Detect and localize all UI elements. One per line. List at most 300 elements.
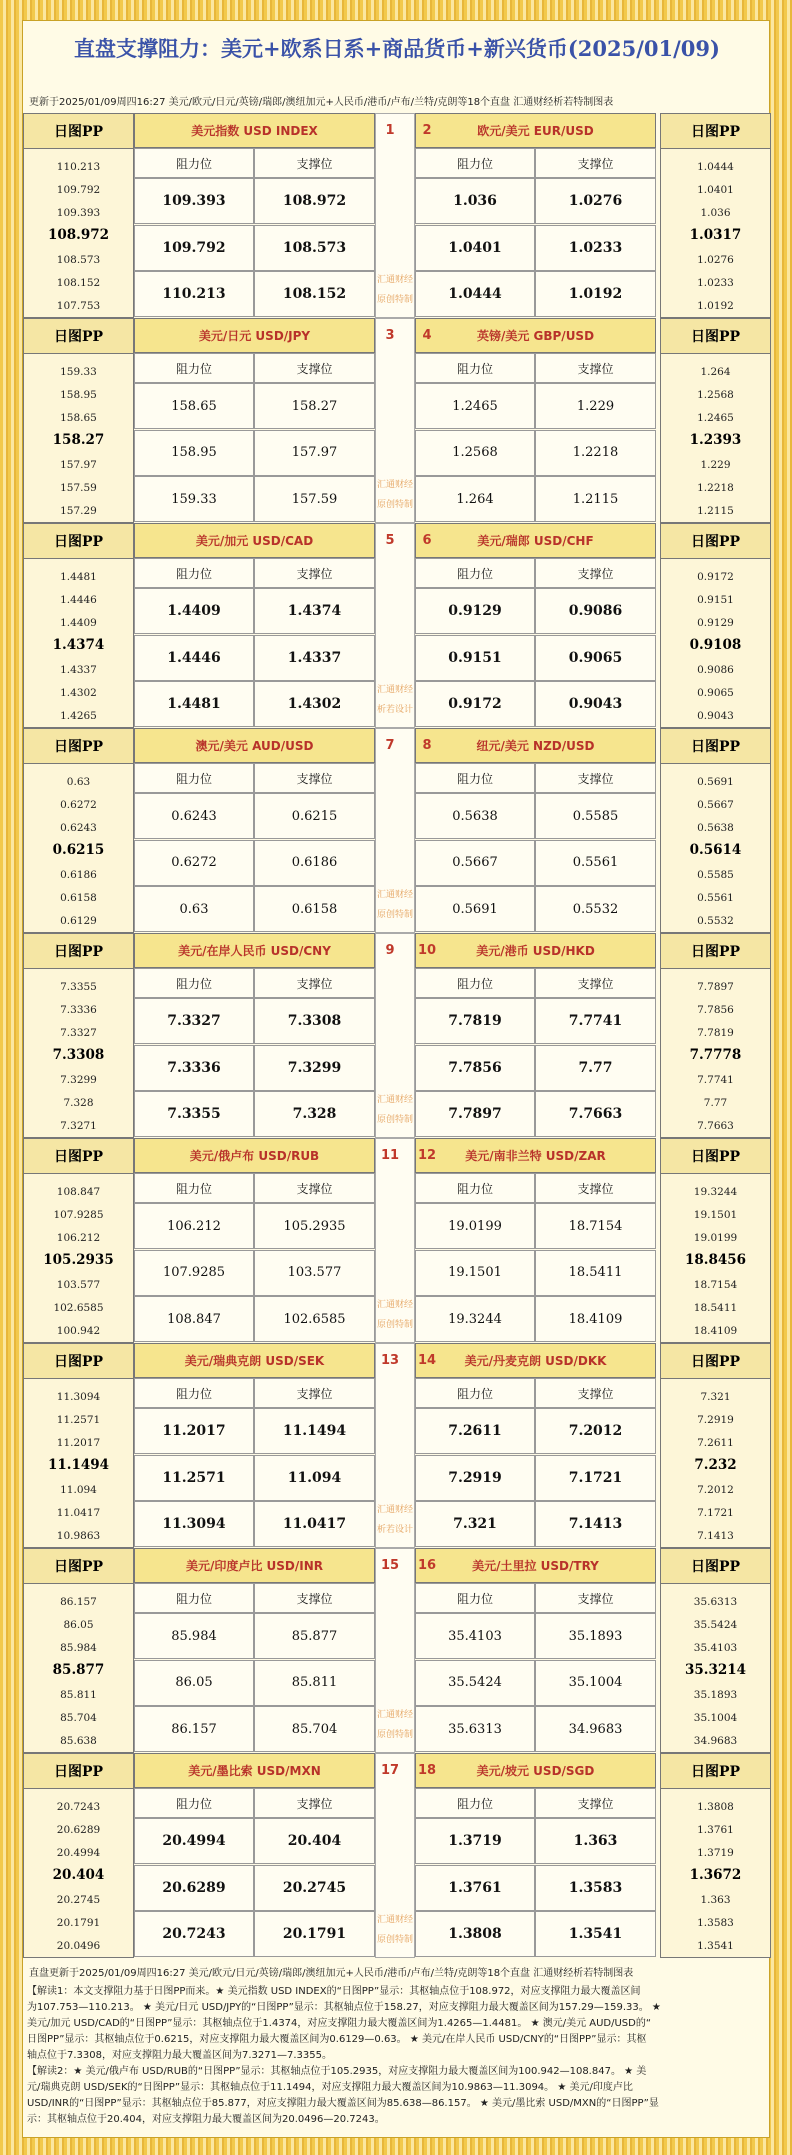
pp-level: 34.9683	[693, 1735, 738, 1747]
resistance-value: 7.2611	[415, 1408, 535, 1454]
pp-level: 86.157	[60, 1596, 97, 1608]
pp-level: 1.363	[700, 1894, 731, 1906]
report-panel	[22, 20, 770, 2138]
resistance-header: 阻力位	[415, 353, 535, 383]
watermark-line-2: 原创特制	[376, 500, 413, 510]
pp-level: 109.393	[56, 207, 101, 219]
pair-block	[23, 1138, 771, 1343]
resistance-value: 1.3719	[415, 1818, 535, 1864]
support-value: 108.573	[254, 225, 375, 271]
left-pair-name: 美元指数 USD INDEX	[134, 113, 375, 148]
support-value: 108.972	[254, 178, 375, 224]
pivot-level: 1.3672	[689, 1867, 742, 1883]
support-value: 7.2012	[535, 1408, 656, 1454]
resistance-header: 阻力位	[415, 1583, 535, 1613]
support-value: 20.1791	[254, 1911, 375, 1957]
daily-pp-header: 日图PP	[661, 114, 770, 149]
resistance-value: 20.6289	[134, 1865, 254, 1911]
right-pair-name: 美元/南非兰特 USD/ZAR	[415, 1138, 656, 1173]
resistance-header: 阻力位	[134, 1173, 254, 1203]
pp-level: 1.3808	[697, 1801, 734, 1813]
watermark-line-1: 汇通财经	[376, 1095, 413, 1105]
right-daily-pp-column	[660, 1343, 771, 1548]
support-value: 1.4374	[254, 588, 375, 634]
pp-level: 102.6585	[53, 1302, 104, 1314]
support-value: 0.5585	[535, 793, 656, 839]
watermark-line-1: 汇通财经	[376, 480, 413, 490]
resistance-value: 1.4446	[134, 635, 254, 681]
resistance-value: 7.3336	[134, 1045, 254, 1091]
resistance-header: 阻力位	[134, 148, 254, 178]
note-line: 轴点位于7.3308，对应支撑阻力最大覆盖区间为7.3271—7.3355。	[27, 2050, 332, 2061]
pp-level: 85.811	[60, 1689, 97, 1701]
resistance-value: 7.7897	[415, 1091, 535, 1137]
pp-level: 35.1893	[693, 1689, 738, 1701]
pp-level: 0.9065	[697, 687, 734, 699]
pp-level: 7.7897	[697, 981, 734, 993]
pp-level: 1.036	[700, 207, 731, 219]
pivot-level: 1.4374	[52, 637, 105, 653]
pivot-level: 1.0317	[689, 227, 742, 243]
watermark-line-1: 汇通财经	[376, 890, 413, 900]
support-header: 支撑位	[254, 1378, 375, 1408]
support-value: 1.229	[535, 383, 656, 429]
left-pair-name: 美元/日元 USD/JPY	[134, 318, 375, 353]
support-value: 7.1413	[535, 1501, 656, 1547]
pp-level: 19.0199	[693, 1232, 738, 1244]
right-pair-name: 美元/丹麦克朗 USD/DKK	[415, 1343, 656, 1378]
resistance-value: 110.213	[134, 271, 254, 317]
support-value: 0.9043	[535, 681, 656, 727]
resistance-value: 11.3094	[134, 1501, 254, 1547]
support-value: 7.3308	[254, 998, 375, 1044]
watermark-line-2: 原创特制	[376, 1935, 413, 1945]
pp-level: 1.3719	[697, 1847, 734, 1859]
resistance-value: 1.3761	[415, 1865, 535, 1911]
resistance-value: 7.3327	[134, 998, 254, 1044]
watermark-line-2: 原创特制	[376, 910, 413, 920]
pp-level: 7.3271	[60, 1120, 97, 1132]
watermark-line-1: 汇通财经	[376, 1505, 413, 1515]
pp-level: 159.33	[60, 366, 97, 378]
resistance-value: 1.4481	[134, 681, 254, 727]
pp-level: 7.77	[703, 1097, 728, 1109]
daily-pp-header: 日图PP	[24, 319, 133, 354]
pp-level: 7.1721	[697, 1507, 734, 1519]
watermark-line-1: 汇通财经	[376, 275, 413, 285]
left-daily-pp-column	[23, 113, 134, 318]
support-header: 支撑位	[535, 1583, 656, 1613]
support-value: 1.0276	[535, 178, 656, 224]
resistance-value: 158.95	[134, 430, 254, 476]
pp-level: 1.4481	[60, 571, 97, 583]
resistance-header: 阻力位	[415, 558, 535, 588]
watermark-line-1: 汇通财经	[376, 685, 413, 695]
pp-level: 18.5411	[693, 1302, 738, 1314]
support-value: 102.6585	[254, 1296, 375, 1342]
pair-number-left: 11	[380, 1148, 400, 1163]
pp-level: 0.6186	[60, 869, 97, 881]
pivot-level: 0.5614	[689, 842, 742, 858]
resistance-value: 7.3355	[134, 1091, 254, 1137]
resistance-value: 0.9129	[415, 588, 535, 634]
daily-pp-header: 日图PP	[661, 1549, 770, 1584]
support-header: 支撑位	[254, 1583, 375, 1613]
left-daily-pp-column	[23, 318, 134, 523]
pp-level: 0.5561	[697, 892, 734, 904]
support-value: 18.7154	[535, 1203, 656, 1249]
right-daily-pp-column	[660, 933, 771, 1138]
pair-block	[23, 1548, 771, 1753]
daily-pp-header: 日图PP	[24, 729, 133, 764]
watermark-line-2: 析若设计	[376, 1525, 413, 1535]
daily-pp-header: 日图PP	[24, 1549, 133, 1584]
right-pair-name: 美元/坡元 USD/SGD	[415, 1753, 656, 1788]
support-value: 7.77	[535, 1045, 656, 1091]
pair-number-right: 12	[417, 1148, 437, 1163]
pp-level: 20.7243	[56, 1801, 101, 1813]
resistance-value: 106.212	[134, 1203, 254, 1249]
resistance-header: 阻力位	[134, 1378, 254, 1408]
resistance-header: 阻力位	[415, 1788, 535, 1818]
support-value: 7.1721	[535, 1455, 656, 1501]
watermark-line-2: 原创特制	[376, 1730, 413, 1740]
pivot-level: 7.3308	[52, 1047, 105, 1063]
pair-number-left: 7	[385, 738, 395, 753]
support-value: 0.5561	[535, 840, 656, 886]
right-daily-pp-column	[660, 1753, 771, 1958]
pair-number-left: 9	[385, 943, 395, 958]
support-header: 支撑位	[535, 148, 656, 178]
pp-level: 110.213	[56, 161, 101, 173]
left-daily-pp-column	[23, 1548, 134, 1753]
pivot-level: 11.1494	[47, 1457, 110, 1473]
pp-level: 103.577	[56, 1279, 101, 1291]
resistance-value: 158.65	[134, 383, 254, 429]
right-daily-pp-column	[660, 1138, 771, 1343]
pp-level: 20.0496	[56, 1940, 101, 1952]
support-header: 支撑位	[254, 353, 375, 383]
pp-level: 0.9043	[697, 710, 734, 722]
pp-level: 0.5585	[697, 869, 734, 881]
left-daily-pp-column	[23, 1343, 134, 1548]
right-daily-pp-column	[660, 728, 771, 933]
pair-number-right: 4	[422, 328, 432, 343]
pp-level: 86.05	[63, 1619, 94, 1631]
pair-number-left: 17	[380, 1763, 400, 1778]
right-daily-pp-column	[660, 523, 771, 728]
resistance-value: 159.33	[134, 476, 254, 522]
support-header: 支撑位	[254, 148, 375, 178]
resistance-value: 1.2465	[415, 383, 535, 429]
resistance-value: 1.4409	[134, 588, 254, 634]
support-header: 支撑位	[254, 558, 375, 588]
pp-level: 1.229	[700, 459, 731, 471]
resistance-value: 1.2568	[415, 430, 535, 476]
pp-level: 11.094	[60, 1484, 97, 1496]
pair-number-right: 10	[417, 943, 437, 958]
left-pair-name: 美元/在岸人民币 USD/CNY	[134, 933, 375, 968]
resistance-value: 7.7819	[415, 998, 535, 1044]
pp-level: 11.2571	[56, 1414, 101, 1426]
pp-level: 7.7663	[697, 1120, 734, 1132]
note-line: 美元/加元 USD/CAD的“日图PP”显示：其枢轴点位于1.4374，对应支撑阻力最大覆盖区间为1.4265—1.4481。 ★ 澳元/美元 AUD/USD的“	[27, 2018, 652, 2029]
support-value: 0.6186	[254, 840, 375, 886]
pair-number-right: 6	[422, 533, 432, 548]
note-line: 元/瑞典克朗 USD/SEK的“日图PP”显示：其枢轴点位于11.1494，对应支撑阻力最大覆盖区间为10.9863—11.3094。 ★ 美元/印度卢比	[27, 2082, 633, 2093]
pp-level: 7.328	[63, 1097, 94, 1109]
pivot-level: 105.2935	[43, 1252, 114, 1268]
pp-level: 20.4994	[56, 1847, 101, 1859]
daily-pp-header: 日图PP	[24, 1139, 133, 1174]
support-header: 支撑位	[535, 968, 656, 998]
pair-block	[23, 728, 771, 933]
resistance-value: 0.63	[134, 886, 254, 932]
watermark-line-1: 汇通财经	[376, 1710, 413, 1720]
pp-level: 7.3355	[60, 981, 97, 993]
resistance-value: 86.05	[134, 1660, 254, 1706]
pp-level: 1.3761	[697, 1824, 734, 1836]
note-line: 【解读2：★ 美元/俄卢布 USD/RUB的“日图PP”显示：其枢轴点位于105.2935，对应支撑阻力最大覆盖区间为100.942—108.847。 ★ 美	[27, 2066, 647, 2077]
support-value: 1.3583	[535, 1865, 656, 1911]
pp-level: 1.4409	[60, 617, 97, 629]
support-value: 0.5532	[535, 886, 656, 932]
pp-level: 1.2115	[697, 505, 734, 517]
pp-level: 1.4337	[60, 664, 97, 676]
resistance-value: 1.0401	[415, 225, 535, 271]
resistance-value: 0.5667	[415, 840, 535, 886]
pp-level: 0.6129	[60, 915, 97, 927]
pair-block	[23, 318, 771, 523]
pp-level: 1.3583	[697, 1917, 734, 1929]
watermark-line-2: 原创特制	[376, 295, 413, 305]
support-value: 0.6158	[254, 886, 375, 932]
support-value: 7.7663	[535, 1091, 656, 1137]
support-value: 1.2115	[535, 476, 656, 522]
daily-pp-header: 日图PP	[661, 319, 770, 354]
support-value: 18.4109	[535, 1296, 656, 1342]
pair-number-right: 8	[422, 738, 432, 753]
pp-level: 1.4446	[60, 594, 97, 606]
pair-number-left: 1	[385, 123, 395, 138]
pair-number-right: 2	[422, 123, 432, 138]
note-line: 为107.753—110.213。 ★ 美元/日元 USD/JPY的“日图PP”显示：其枢轴点位于158.27，对应支撑阻力最大覆盖区间为157.29—159.33。 ★	[27, 2002, 661, 2013]
pp-level: 7.3299	[60, 1074, 97, 1086]
pp-level: 0.9151	[697, 594, 734, 606]
pp-level: 1.0192	[697, 300, 734, 312]
pp-level: 7.2919	[697, 1414, 734, 1426]
support-value: 0.6215	[254, 793, 375, 839]
pivot-level: 7.232	[694, 1457, 737, 1473]
support-value: 7.7741	[535, 998, 656, 1044]
support-value: 35.1893	[535, 1613, 656, 1659]
right-daily-pp-column	[660, 113, 771, 318]
resistance-value: 7.321	[415, 1501, 535, 1547]
pair-block	[23, 1753, 771, 1958]
resistance-value: 19.1501	[415, 1250, 535, 1296]
support-value: 1.0192	[535, 271, 656, 317]
daily-pp-header: 日图PP	[24, 1344, 133, 1379]
pp-level: 106.212	[56, 1232, 101, 1244]
support-value: 157.97	[254, 430, 375, 476]
pp-level: 1.0276	[697, 254, 734, 266]
note-line: 【解读1：本文支撑阻力基于日图PP而来。★ 美元指数 USD INDEX的“日图PP”显示：其枢轴点位于108.972，对应支撑阻力最大覆盖区间	[27, 1986, 641, 1997]
support-value: 105.2935	[254, 1203, 375, 1249]
pp-level: 11.2017	[56, 1437, 101, 1449]
pp-level: 11.3094	[56, 1391, 101, 1403]
daily-pp-header: 日图PP	[661, 524, 770, 559]
support-value: 11.0417	[254, 1501, 375, 1547]
support-header: 支撑位	[535, 1173, 656, 1203]
support-value: 20.404	[254, 1818, 375, 1864]
pp-level: 11.0417	[56, 1507, 101, 1519]
pair-number-left: 3	[385, 328, 395, 343]
resistance-header: 阻力位	[134, 1788, 254, 1818]
pp-level: 0.6272	[60, 799, 97, 811]
support-header: 支撑位	[535, 1788, 656, 1818]
pp-level: 0.6158	[60, 892, 97, 904]
pp-level: 157.29	[60, 505, 97, 517]
resistance-value: 108.847	[134, 1296, 254, 1342]
pivot-level: 1.2393	[689, 432, 742, 448]
resistance-value: 20.7243	[134, 1911, 254, 1957]
pp-level: 1.0233	[697, 277, 734, 289]
pp-level: 157.59	[60, 482, 97, 494]
left-daily-pp-column	[23, 728, 134, 933]
resistance-value: 19.0199	[415, 1203, 535, 1249]
daily-pp-header: 日图PP	[24, 114, 133, 149]
pp-level: 0.5638	[697, 822, 734, 834]
pp-level: 109.792	[56, 184, 101, 196]
pp-level: 7.7856	[697, 1004, 734, 1016]
right-pair-name: 欧元/美元 EUR/USD	[415, 113, 656, 148]
daily-pp-header: 日图PP	[661, 729, 770, 764]
pp-level: 1.4302	[60, 687, 97, 699]
resistance-value: 19.3244	[415, 1296, 535, 1342]
page-title: 直盘支撑阻力：美元+欧系日系+商品货币+新兴货币(2025/01/09)	[74, 36, 720, 61]
pp-level: 0.9086	[697, 664, 734, 676]
pp-level: 35.6313	[693, 1596, 738, 1608]
support-header: 支撑位	[254, 968, 375, 998]
pivot-level: 85.877	[52, 1662, 105, 1678]
pivot-level: 108.972	[47, 227, 110, 243]
support-value: 0.9086	[535, 588, 656, 634]
daily-pp-header: 日图PP	[661, 1344, 770, 1379]
pair-number-right: 16	[417, 1558, 437, 1573]
pp-level: 157.97	[60, 459, 97, 471]
support-value: 157.59	[254, 476, 375, 522]
pair-block	[23, 933, 771, 1138]
support-value: 7.328	[254, 1091, 375, 1137]
pp-level: 7.321	[700, 1391, 731, 1403]
resistance-value: 20.4994	[134, 1818, 254, 1864]
resistance-header: 阻力位	[134, 1583, 254, 1613]
pp-level: 7.7741	[697, 1074, 734, 1086]
pp-level: 10.9863	[56, 1530, 101, 1542]
daily-pp-header: 日图PP	[24, 1754, 133, 1789]
note-line: USD/INR的“日图PP”显示：其枢轴点位于85.877，对应支撑阻力最大覆盖区间为85.638—86.157。 ★ 美元/墨比索 USD/MXN的“日图PP”显	[27, 2098, 659, 2109]
pp-level: 19.3244	[693, 1186, 738, 1198]
interpretation-2	[27, 2064, 767, 2128]
left-pair-name: 美元/墨比索 USD/MXN	[134, 1753, 375, 1788]
pp-level: 35.1004	[693, 1712, 738, 1724]
resistance-value: 7.2919	[415, 1455, 535, 1501]
pp-level: 0.9129	[697, 617, 734, 629]
resistance-header: 阻力位	[134, 968, 254, 998]
pp-level: 7.7819	[697, 1027, 734, 1039]
support-value: 34.9683	[535, 1706, 656, 1752]
left-pair-name: 澳元/美元 AUD/USD	[134, 728, 375, 763]
pp-level: 0.63	[66, 776, 91, 788]
resistance-header: 阻力位	[134, 763, 254, 793]
pp-level: 18.7154	[693, 1279, 738, 1291]
support-value: 1.4302	[254, 681, 375, 727]
support-value: 85.877	[254, 1613, 375, 1659]
support-value: 108.152	[254, 271, 375, 317]
resistance-value: 1.036	[415, 178, 535, 224]
watermark-line-1: 汇通财经	[376, 1300, 413, 1310]
support-header: 支撑位	[535, 763, 656, 793]
watermark-line-1: 汇通财经	[376, 1915, 413, 1925]
resistance-header: 阻力位	[134, 353, 254, 383]
resistance-value: 35.4103	[415, 1613, 535, 1659]
right-pair-name: 纽元/美元 NZD/USD	[415, 728, 656, 763]
left-daily-pp-column	[23, 1138, 134, 1343]
pp-level: 35.4103	[693, 1642, 738, 1654]
resistance-header: 阻力位	[415, 1378, 535, 1408]
pair-block	[23, 113, 771, 318]
note-line: 示：其枢轴点位于20.404，对应支撑阻力最大覆盖区间为20.0496—20.7243。	[27, 2114, 385, 2125]
resistance-header: 阻力位	[415, 763, 535, 793]
pp-level: 0.5667	[697, 799, 734, 811]
pp-level: 1.0444	[697, 161, 734, 173]
resistance-value: 0.6272	[134, 840, 254, 886]
support-value: 85.811	[254, 1660, 375, 1706]
pp-level: 108.847	[56, 1186, 101, 1198]
pair-block	[23, 523, 771, 728]
support-header: 支撑位	[254, 1788, 375, 1818]
pp-level: 158.65	[60, 412, 97, 424]
watermark-line-2: 原创特制	[376, 1115, 413, 1125]
support-value: 85.704	[254, 1706, 375, 1752]
resistance-value: 85.984	[134, 1613, 254, 1659]
pp-level: 7.2012	[697, 1484, 734, 1496]
pp-level: 1.3541	[697, 1940, 734, 1952]
left-pair-name: 美元/俄卢布 USD/RUB	[134, 1138, 375, 1173]
resistance-value: 35.6313	[415, 1706, 535, 1752]
pp-level: 19.1501	[693, 1209, 738, 1221]
support-value: 35.1004	[535, 1660, 656, 1706]
pp-level: 20.2745	[56, 1894, 101, 1906]
support-value: 1.3541	[535, 1911, 656, 1957]
left-daily-pp-column	[23, 523, 134, 728]
daily-pp-header: 日图PP	[24, 524, 133, 559]
resistance-value: 11.2571	[134, 1455, 254, 1501]
resistance-header: 阻力位	[134, 558, 254, 588]
pivot-level: 20.404	[52, 1867, 105, 1883]
pivot-level: 0.9108	[689, 637, 742, 653]
pp-level: 108.573	[56, 254, 101, 266]
right-pair-name: 美元/港币 USD/HKD	[415, 933, 656, 968]
resistance-header: 阻力位	[415, 1173, 535, 1203]
pivot-level: 18.8456	[684, 1252, 747, 1268]
pp-level: 35.5424	[693, 1619, 738, 1631]
resistance-value: 0.5638	[415, 793, 535, 839]
resistance-value: 1.0444	[415, 271, 535, 317]
resistance-value: 1.264	[415, 476, 535, 522]
pair-block	[23, 1343, 771, 1548]
support-value: 11.094	[254, 1455, 375, 1501]
